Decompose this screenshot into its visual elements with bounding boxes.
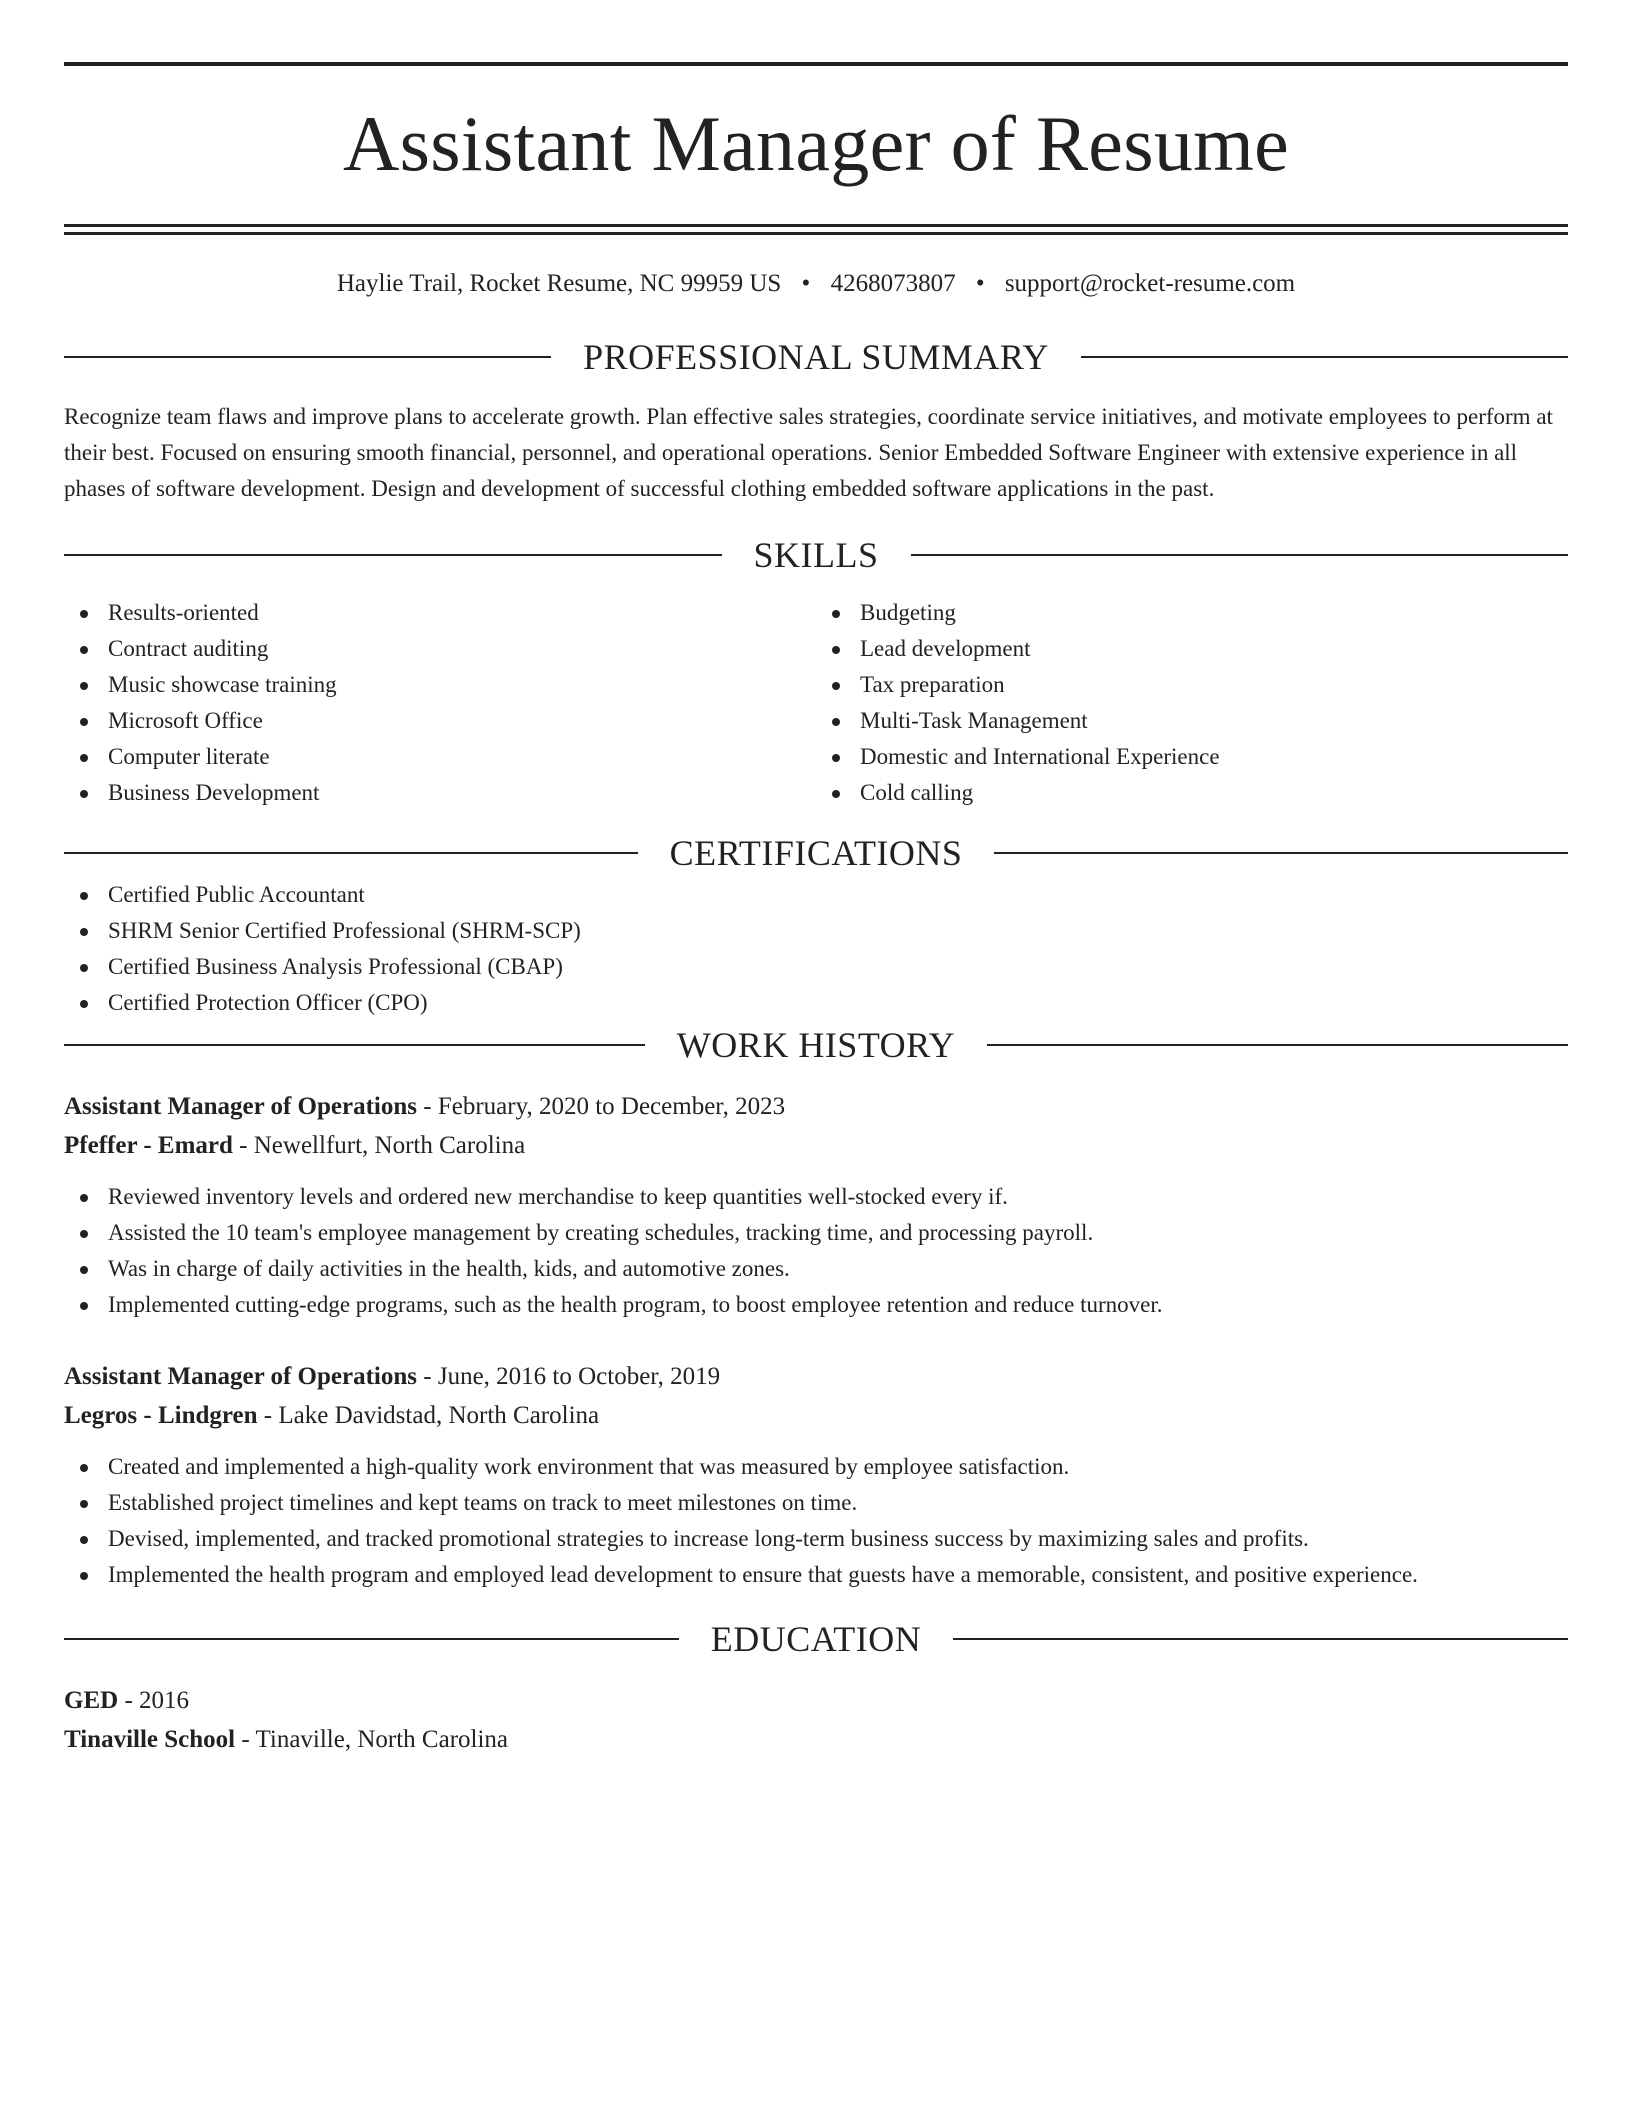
job-company-line — [64, 1126, 1568, 1165]
section-heading-certifications — [64, 829, 1568, 877]
skill-item: Microsoft Office — [64, 703, 816, 739]
work-history — [64, 1087, 1568, 1593]
job-entry — [64, 1357, 1568, 1593]
certification-item: SHRM Senior Certified Professional (SHRM-SCP) — [64, 913, 1568, 949]
job-duty: Created and implemented a high-quality work environment that was measured by employee satisfaction. — [64, 1449, 1568, 1485]
heading-rule — [994, 852, 1568, 854]
job-duties — [64, 1449, 1568, 1593]
job-dates: - June, 2016 to October, 2019 — [417, 1363, 721, 1390]
section-title: SKILLS — [753, 535, 879, 575]
section-title: CERTIFICATIONS — [669, 833, 963, 873]
heading-rule — [64, 852, 638, 854]
job-title-line — [64, 1357, 1568, 1396]
job-title: Assistant Manager of Operations — [64, 1093, 418, 1120]
skills-column-right — [816, 595, 1568, 811]
heading-rule — [64, 554, 722, 556]
section-title: PROFESSIONAL SUMMARY — [583, 337, 1049, 377]
certification-item: Certified Protection Officer (CPO) — [64, 985, 1568, 1021]
job-duties — [64, 1179, 1568, 1323]
education-school-line — [64, 1720, 1568, 1759]
skill-item: Multi-Task Management — [816, 703, 1568, 739]
skills-column-left — [64, 595, 816, 811]
top-rule — [64, 62, 1568, 66]
contact-separator: • — [975, 270, 985, 297]
section-heading-education — [64, 1615, 1568, 1663]
section-title: WORK HISTORY — [676, 1025, 956, 1065]
certifications-list — [64, 877, 1568, 1021]
skill-item: Music showcase training — [64, 667, 816, 703]
contact-email: support@rocket-resume.com — [1004, 270, 1296, 297]
job-company-line — [64, 1396, 1568, 1435]
education-degree-line — [64, 1681, 1568, 1720]
job-dates: - February, 2020 to December, 2023 — [417, 1093, 786, 1120]
job-duty: Established project timelines and kept teams on track to meet milestones on time. — [64, 1485, 1568, 1521]
skills-grid — [64, 595, 1568, 811]
education-degree: GED — [64, 1687, 119, 1714]
education-year: - 2016 — [118, 1687, 190, 1714]
job-duty: Reviewed inventory levels and ordered new merchandise to keep quantities well-stocked every if. — [64, 1179, 1568, 1215]
heading-rule — [987, 1044, 1568, 1046]
heading-rule — [911, 554, 1569, 556]
job-duty: Implemented cutting-edge programs, such as the health program, to boost employee retention and reduce turnover. — [64, 1287, 1568, 1323]
contact-separator: • — [801, 270, 811, 297]
education-location: - Tinaville, North Carolina — [235, 1726, 509, 1753]
summary-text: Recognize team flaws and improve plans to accelerate growth. Plan effective sales strategies, coordinate service initiatives, and motivate employees to perform at their best. Focused on ensuring smooth financial, personnel, and operational operations. Senior Embedded Software Engineer with extensive experience in all phases of software development. Design and development of successful clothing embedded software applications in the past. — [64, 404, 1553, 501]
heading-rule — [64, 1638, 679, 1640]
heading-rule — [64, 356, 551, 358]
contact-phone: 4268073807 — [830, 270, 956, 297]
job-location: - Lake Davidstad, North Carolina — [257, 1402, 600, 1429]
certification-item: Certified Public Accountant — [64, 877, 1568, 913]
contact-address: Haylie Trail, Rocket Resume, NC 99959 US — [336, 270, 782, 297]
job-duty: Implemented the health program and employed lead development to ensure that guests have a memorable, consistent, and positive experience. — [64, 1557, 1568, 1593]
job-duty: Devised, implemented, and tracked promotional strategies to increase long-term business success by maximizing sales and profits. — [64, 1521, 1568, 1557]
section-heading-work-history — [64, 1021, 1568, 1069]
skill-item: Lead development — [816, 631, 1568, 667]
job-duty: Assisted the 10 team's employee management by creating schedules, tracking time, and processing payroll. — [64, 1215, 1568, 1251]
section-heading-skills — [64, 531, 1568, 579]
contact-line — [64, 267, 1568, 301]
skill-item: Results-oriented — [64, 595, 816, 631]
heading-rule — [953, 1638, 1568, 1640]
job-company: Pfeffer - Emard — [64, 1132, 233, 1159]
job-title: Assistant Manager of Operations — [64, 1363, 418, 1390]
job-title-line — [64, 1087, 1568, 1126]
job-entry — [64, 1087, 1568, 1323]
job-company: Legros - Lindgren — [64, 1402, 258, 1429]
education-entry — [64, 1681, 1568, 1759]
skill-item: Computer literate — [64, 739, 816, 775]
heading-rule — [64, 1044, 645, 1046]
skill-item: Contract auditing — [64, 631, 816, 667]
skill-item: Tax preparation — [816, 667, 1568, 703]
skill-item: Cold calling — [816, 775, 1568, 811]
education-school: Tinaville School — [64, 1726, 236, 1753]
skill-item: Domestic and International Experience — [816, 739, 1568, 775]
title-double-rule — [64, 224, 1568, 235]
certification-item: Certified Business Analysis Professional (CBAP) — [64, 949, 1568, 985]
section-heading-summary — [64, 333, 1568, 381]
skill-item: Budgeting — [816, 595, 1568, 631]
skill-item: Business Development — [64, 775, 816, 811]
resume-title: Assistant Manager of Resume — [342, 100, 1290, 187]
job-location: - Newellfurt, North Carolina — [232, 1132, 526, 1159]
job-duty: Was in charge of daily activities in the health, kids, and automotive zones. — [64, 1251, 1568, 1287]
section-title: EDUCATION — [710, 1619, 922, 1659]
heading-rule — [1081, 356, 1568, 358]
